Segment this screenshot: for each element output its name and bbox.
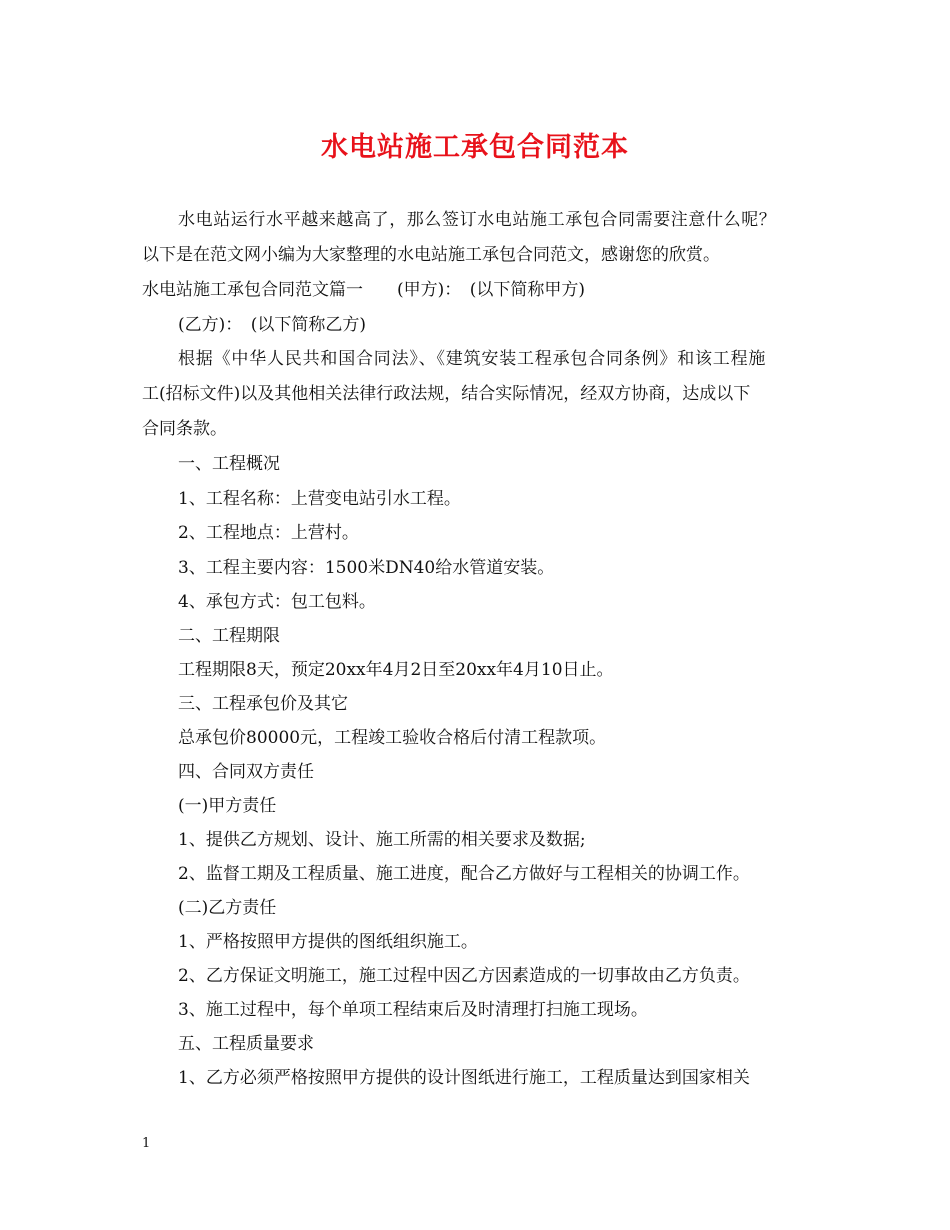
text-line: 水电站运行水平越来越高了，那么签订水电站施工承包合同需要注意什么呢？ — [178, 210, 777, 230]
text-line: 1、工程名称：上营变电站引水工程。 — [178, 489, 461, 509]
text-line: 以下是在范文网小编为大家整理的水电站施工承包合同范文，感谢您的欣赏。 — [142, 245, 720, 265]
text-line: 工(招标文件)以及其他相关法律行政法规，结合实际情况，经双方协商，达成以下 — [142, 384, 751, 404]
document-title: 水电站施工承包合同范本 — [321, 132, 629, 163]
text-line: (一)甲方责任 — [178, 796, 277, 816]
text-line: 二、工程期限 — [178, 626, 280, 646]
text-line: 1、乙方必须严格按照甲方提供的设计图纸进行施工，工程质量达到国家相关 — [178, 1068, 750, 1088]
text-line: (二)乙方责任 — [178, 898, 277, 918]
page-number: 1 — [142, 1136, 151, 1151]
text-line: 三、工程承包价及其它 — [178, 694, 348, 714]
text-line: (乙方)： (以下简称乙方) — [178, 315, 367, 335]
text-line: 1、严格按照甲方提供的图纸组织施工。 — [178, 932, 478, 952]
text-line: 一、工程概况 — [178, 454, 280, 474]
text-line: 总承包价80000元，工程竣工验收合格后付清工程款项。 — [178, 728, 607, 748]
text-line: 3、施工过程中，每个单项工程结束后及时清理打扫施工现场。 — [178, 1000, 648, 1020]
text-line: 2、监督工期及工程质量、施工进度，配合乙方做好与工程相关的协调工作。 — [178, 864, 750, 884]
text-line: 工程期限8天，预定20xx年4月2日至20xx年4月10日止。 — [178, 660, 614, 680]
text-line: 合同条款。 — [142, 419, 227, 439]
text-line: 3、工程主要内容：1500米DN40给水管道安装。 — [178, 558, 555, 578]
text-line: 五、工程质量要求 — [178, 1034, 314, 1054]
text-line: 四、合同双方责任 — [178, 762, 314, 782]
text-line: 1、提供乙方规划、设计、施工所需的相关要求及数据; — [178, 830, 586, 850]
text-line: 2、乙方保证文明施工，施工过程中因乙方因素造成的一切事故由乙方负责。 — [178, 966, 750, 986]
text-line: 根据《中华人民共和国合同法》、《建筑安装工程承包合同条例》和该工程施 — [178, 349, 767, 369]
text-line: 水电站施工承包合同范文篇一 (甲方)： (以下简称甲方) — [142, 280, 586, 300]
text-line: 4、承包方式：包工包料。 — [178, 592, 376, 612]
text-line: 2、工程地点：上营村。 — [178, 523, 359, 543]
